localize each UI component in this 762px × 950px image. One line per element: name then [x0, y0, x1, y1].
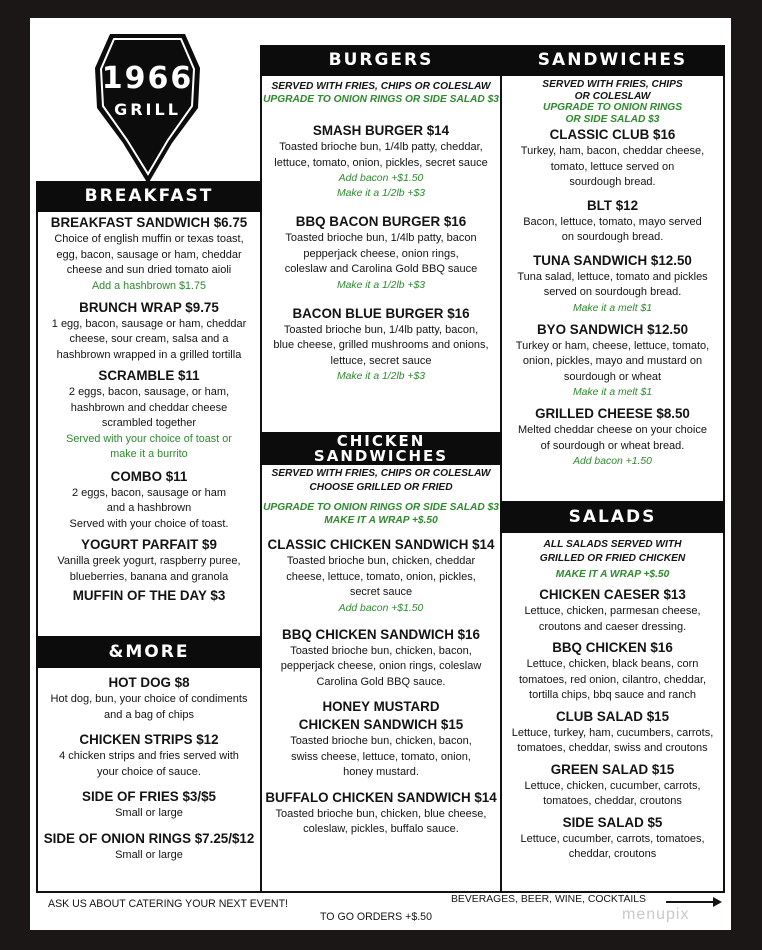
burgers-upgrade: UPGRADE TO ONION RINGS OR SIDE SALAD $3: [263, 94, 499, 105]
menu-item: [38, 674, 260, 723]
item-addon: Add bacon +$1.50: [338, 602, 424, 614]
item-description: Toasted brioche bun, chicken, bacon,: [290, 644, 472, 657]
menu-item: [502, 761, 723, 810]
item-description: cheddar, croutons: [568, 848, 657, 860]
item-name: MUFFIN OF THE DAY $3: [72, 588, 226, 603]
item-description: secret sauce: [349, 586, 413, 598]
salads-section: [502, 586, 723, 863]
item-name: BLT $12: [586, 197, 639, 213]
salads-wrap-line: MAKE IT A WRAP +$.50: [555, 569, 670, 580]
breakfast-header: BREAKFAST: [36, 181, 262, 212]
item-description: hashbrown and cheddar cheese: [70, 401, 228, 414]
menu-item: [38, 788, 260, 822]
item-name: SIDE SALAD $5: [562, 814, 663, 830]
item-description: 2 eggs, bacon, sausage, or ham,: [68, 386, 230, 398]
chicken-served-with: SERVED WITH FRIES, CHIPS OR COLESLAW: [271, 468, 491, 479]
item-addon: make it a burrito: [110, 447, 188, 460]
item-description: Lettuce, chicken, cucumber, carrots,: [524, 779, 701, 792]
item-name: CLASSIC CLUB $16: [549, 127, 676, 142]
item-addon: Add bacon +$1.50: [338, 173, 424, 184]
menu-item: [38, 299, 260, 364]
more-section: [38, 674, 260, 863]
more-header: &MORE: [36, 636, 262, 668]
item-description: tomatoes, cheddar, croutons: [543, 795, 682, 807]
item-name: GRILLED CHEESE $8.50: [535, 406, 690, 421]
item-description: honey mustard.: [343, 766, 419, 778]
item-description: and a hashbrown: [106, 502, 192, 514]
item-description: egg, bacon, sausage or ham, cheddar: [56, 248, 242, 261]
logo-word: GRILL: [114, 100, 181, 119]
item-name: TUNA SANDWICH $12.50: [533, 252, 692, 268]
item-description: scrambled together: [101, 417, 197, 429]
breakfast-section: [38, 214, 260, 605]
item-name: CHICKEN SANDWICH $15: [298, 717, 464, 732]
item-description: tortilla chips, bbq sauce and ranch: [529, 689, 696, 701]
menu-item: [502, 321, 723, 401]
item-name: SIDE OF ONION RINGS $7.25/$12: [43, 830, 255, 846]
logo: [90, 28, 205, 188]
menu-item: [262, 122, 500, 201]
sandwiches-sub-line: OR COLESLAW: [574, 91, 651, 102]
item-addon: Make it a melt $1: [572, 302, 653, 314]
salads-sub-line: ALL SALADS SERVED WITH: [543, 539, 682, 550]
burgers-served-with: SERVED WITH FRIES, CHIPS OR COLESLAW: [271, 81, 491, 92]
item-description: your choice of sauce.: [97, 765, 201, 778]
logo-number: 1966: [101, 61, 194, 96]
item-addon: Make it a 1/2lb +$3: [336, 371, 426, 382]
item-name: CHICKEN STRIPS $12: [79, 732, 219, 747]
item-description: tomatoes, red onion, cilantro, cheddar,: [518, 673, 707, 686]
chicken-wrap: MAKE IT A WRAP +$.50: [324, 515, 438, 526]
item-description: Melted cheddar cheese on your choice: [518, 424, 707, 436]
menu-item: [38, 731, 260, 780]
item-addon: Make it a 1/2lb +$3: [336, 188, 426, 199]
item-description: Lettuce, turkey, ham, cucumbers, carrots,: [511, 726, 714, 739]
chicken-grilled-or-fried: CHOOSE GRILLED OR FRIED: [309, 482, 453, 493]
item-description: croutons and caeser dressing.: [538, 620, 687, 633]
item-description: on sourdough bread.: [561, 231, 664, 243]
menu-item: [502, 708, 723, 757]
item-description: swiss cheese, lettuce, tomato, onion,: [291, 750, 471, 763]
menu-item: [38, 468, 260, 533]
item-name: COMBO $11: [110, 468, 188, 484]
item-description: Small or large: [115, 807, 183, 819]
item-description: 4 chicken strips and fries served with: [59, 750, 239, 762]
item-description: Lettuce, chicken, parmesan cheese,: [524, 605, 701, 617]
salads-served-with: [500, 538, 725, 565]
chicken-header: [260, 432, 502, 465]
sandwiches-header: SANDWICHES: [500, 45, 725, 76]
burgers-section: [262, 122, 500, 384]
item-description: Toasted brioche bun, 1/4lb patty, cheddar,: [279, 141, 483, 153]
item-addon: Make it a 1/2lb +$3: [336, 279, 426, 291]
item-description: Carolina Gold BBQ sauce.: [316, 675, 446, 688]
item-description: Toasted brioche bun, chicken, cheddar: [286, 555, 476, 567]
menu-sheet: [30, 18, 731, 930]
menu-item: [262, 536, 500, 616]
sandwiches-section: [502, 126, 723, 469]
item-description: Toasted brioche bun, chicken, blue cheese,: [275, 807, 487, 820]
item-description: onion, pickles, mayo and mustard on: [522, 355, 703, 367]
item-description: Hot dog, bun, your choice of condiments: [50, 693, 248, 705]
catering-note: ASK US ABOUT CATERING YOUR NEXT EVENT!: [48, 898, 288, 910]
menu-item: [38, 536, 260, 585]
item-description: sourdough or wheat: [563, 370, 662, 383]
item-name: BBQ CHICKEN $16: [552, 640, 673, 655]
menu-item: [262, 305, 500, 385]
item-description: coleslaw and Carolina Gold BBQ sauce: [284, 263, 478, 275]
item-description: served on sourdough bread.: [543, 286, 682, 298]
sandwiches-upgrade-line: OR SIDE SALAD $3: [565, 113, 660, 125]
menu-item: [502, 814, 723, 863]
item-description: blueberries, banana and granola: [69, 570, 229, 583]
item-name: BBQ CHICKEN SANDWICH $16: [282, 626, 480, 642]
item-description: and a bag of chips: [104, 708, 194, 721]
item-description: Bacon, lettuce, tomato, mayo served: [523, 215, 702, 228]
item-name: GREEN SALAD $15: [550, 761, 675, 777]
item-description: Small or large: [115, 848, 183, 861]
item-name: SMASH BURGER $14: [312, 123, 450, 138]
item-description: Served with your choice of toast.: [69, 517, 229, 530]
item-addon: Make it a melt $1: [572, 387, 653, 398]
item-name: HONEY MUSTARD: [322, 699, 440, 714]
chicken-section: [262, 536, 500, 838]
item-description: 1 egg, bacon, sausage or ham, cheddar: [51, 317, 247, 330]
item-description: cheese and sun dried tomato aioli: [66, 264, 232, 276]
item-description: coleslaw, pickles, buffalo sauce.: [303, 823, 459, 835]
chicken-header-line1: CHICKEN: [336, 432, 426, 450]
item-addon: Served with your choice of toast or: [66, 432, 232, 445]
item-name: BUFFALO CHICKEN SANDWICH $14: [265, 789, 497, 805]
menu-item: [262, 626, 500, 691]
item-description: pepperjack cheese, onion rings, coleslaw: [280, 660, 482, 672]
item-description: Choice of english muffin or texas toast,: [54, 233, 244, 245]
salads-wrap: [500, 569, 725, 582]
item-name: BBQ BACON BURGER $16: [295, 214, 467, 229]
item-name: BACON BLUE BURGER $16: [292, 305, 470, 321]
salads-sub-line: GRILLED OR FRIED CHICKEN: [539, 552, 686, 564]
item-name: CLUB SALAD $15: [555, 708, 670, 724]
item-description: Turkey or ham, cheese, lettuce, tomato,: [515, 339, 710, 352]
item-description: Vanilla greek yogurt, raspberry puree,: [57, 555, 241, 567]
chicken-upgrade: UPGRADE TO ONION RINGS OR SIDE SALAD $3: [263, 502, 499, 513]
item-description: of sourdough or wheat bread.: [540, 439, 685, 452]
menu-item: [502, 197, 723, 246]
item-addon: Add a hashbrown $1.75: [91, 279, 207, 292]
menu-item: [262, 698, 500, 781]
item-name: SIDE OF FRIES $3/$5: [82, 789, 216, 804]
item-description: Turkey, ham, bacon, cheddar cheese,: [520, 145, 705, 157]
menu-item: [262, 213, 500, 293]
item-description: blue cheese, grilled mushrooms and onions,: [273, 339, 489, 351]
item-description: tomatoes, cheddar, swiss and croutons: [517, 742, 708, 754]
menu-item: [38, 830, 260, 864]
item-description: Lettuce, cucumber, carrots, tomatoes,: [520, 832, 705, 845]
sandwiches-sub-line: SERVED WITH FRIES, CHIPS: [542, 79, 683, 90]
item-addon: Add bacon +1.50: [573, 456, 652, 467]
sandwiches-served-with: [500, 79, 725, 103]
item-description: lettuce, secret sauce: [330, 354, 432, 367]
menu-item: [502, 126, 723, 191]
item-name: BRUNCH WRAP $9.75: [79, 299, 219, 315]
menu-item: [502, 252, 723, 316]
item-name: YOGURT PARFAIT $9: [81, 537, 217, 552]
sandwiches-upgrade: [500, 102, 725, 125]
menu-item: [502, 586, 723, 635]
to-go-note: TO GO ORDERS +$.50: [320, 911, 432, 923]
menu-item: [38, 367, 260, 462]
item-description: pepperjack cheese, onion rings,: [303, 247, 459, 260]
menu-item: [502, 405, 723, 469]
item-name: CHICKEN CAESER $13: [539, 587, 686, 602]
item-name: BREAKFAST SANDWICH $6.75: [50, 215, 248, 230]
item-name: CLASSIC CHICKEN SANDWICH $14: [267, 537, 495, 552]
item-description: cheese, lettuce, tomato, onion, pickles,: [286, 570, 476, 583]
item-name: SCRAMBLE $11: [98, 368, 200, 383]
item-description: tomato, lettuce served on: [550, 160, 675, 173]
menu-item: [502, 639, 723, 704]
item-description: Toasted brioche bun, 1/4lb patty, bacon,: [283, 323, 479, 336]
item-description: hashbrown wrapped in a grilled tortilla: [56, 348, 242, 361]
item-description: cheese, sour cream, salsa and a: [69, 333, 229, 345]
item-description: 2 eggs, bacon, sausage or ham: [71, 486, 227, 499]
salads-header: SALADS: [500, 501, 725, 533]
burgers-header: BURGERS: [260, 45, 502, 76]
watermark: menupix: [622, 906, 690, 923]
item-description: sourdough bread.: [569, 176, 656, 188]
sandwiches-upgrade-line: UPGRADE TO ONION RINGS: [542, 102, 683, 113]
item-name: HOT DOG $8: [108, 675, 190, 690]
chicken-header-line2: SANDWICHES: [313, 447, 449, 465]
beverages-note: BEVERAGES, BEER, WINE, COCKTAILS: [451, 894, 646, 905]
item-description: Toasted brioche bun, 1/4lb patty, bacon: [285, 232, 477, 244]
item-description: lettuce, tomato, onion, pickles, secret sauce: [274, 156, 488, 169]
item-description: Tuna salad, lettuce, tomato and pickles: [517, 270, 708, 283]
menu-item: [262, 789, 500, 838]
item-description: Toasted brioche bun, chicken, bacon,: [290, 735, 472, 747]
item-name: BYO SANDWICH $12.50: [536, 321, 689, 337]
menu-item: [38, 214, 260, 294]
menu-item: [38, 587, 260, 605]
item-description: Lettuce, chicken, black beans, corn: [526, 658, 699, 670]
